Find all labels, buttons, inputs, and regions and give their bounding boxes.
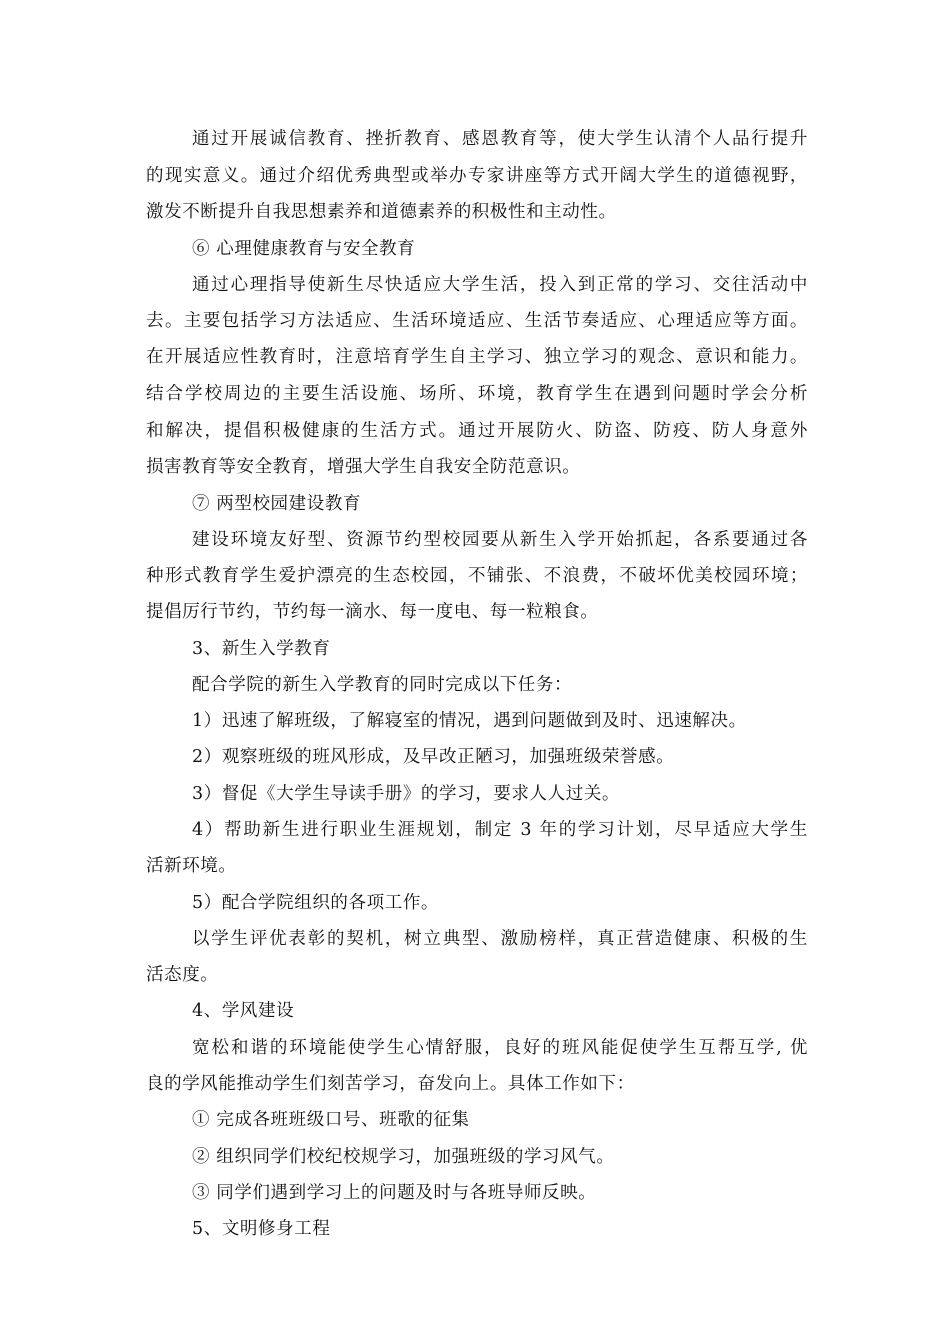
list-item: 4）帮助新生进行职业生涯规划，制定 3 年的学习计划，尽早适应大学生: [192, 820, 808, 840]
paragraph-line: 在开展适应性教育时，注意培育学生自主学习、独立学习的观念、意识和能力。: [146, 347, 808, 367]
list-item: ② 组织同学们校纪校规学习，加强班级的学习风气。: [192, 1147, 615, 1167]
paragraph-line: 结合学校周边的主要生活设施、场所、环境，教育学生在遇到问题时学会分析: [146, 384, 808, 404]
list-item: 1）迅速了解班级，了解寝室的情况，遇到问题做到及时、迅速解决。: [192, 711, 747, 731]
paragraph-line: 建设环境友好型、资源节约型校园要从新生入学开始抓起，各系要通过各: [192, 530, 808, 550]
paragraph-line: 损害教育等安全教育，增强大学生自我安全防范意识。: [146, 457, 581, 477]
paragraph-line: 和解决，提倡积极健康的生活方式。通过开展防火、防盗、防疫、防人身意外: [146, 421, 808, 441]
paragraph-line: 良的学风能推动学生们刻苦学习，奋发向上。具体工作如下：: [146, 1074, 635, 1094]
section-heading: 5、文明修身工程: [192, 1219, 331, 1239]
list-item: ③ 同学们遇到学习上的问题及时与各班导师反映。: [192, 1183, 597, 1203]
list-item: 2）观察班级的班风形成，及早改正陋习，加强班级荣誉感。: [192, 747, 675, 767]
section-heading: ⑦ 两型校园建设教育: [192, 494, 362, 514]
paragraph-line: 的现实意义。通过介绍优秀典型或举办专家讲座等方式开阔大学生的道德视野，: [146, 166, 808, 186]
paragraph-line: 活态度。: [146, 965, 219, 985]
section-heading: ⑥ 心理健康教育与安全教育: [192, 239, 416, 259]
paragraph-line: 活新环境。: [146, 856, 237, 876]
section-heading: 4、学风建设: [192, 1001, 295, 1021]
list-item: ① 完成各班班级口号、班歌的征集: [192, 1110, 470, 1130]
paragraph-line: 提倡厉行节约，节约每一滴水、每一度电、每一粒粮食。: [146, 602, 599, 622]
paragraph-line: 宽松和谐的环境能使学生心情舒服，良好的班风能促使学生互帮互学, 优: [192, 1038, 808, 1058]
list-item: 5）配合学院组织的各项工作。: [192, 893, 440, 913]
paragraph-line: 以学生评优表彰的契机，树立典型、激励榜样，真正营造健康、积极的生: [192, 929, 808, 949]
paragraph-line: 通过心理指导使新生尽快适应大学生活，投入到正常的学习、交往活动中: [192, 275, 808, 295]
list-item: 3）督促《大学生导读手册》的学习，要求人人过关。: [192, 784, 621, 804]
section-heading: 3、新生入学教育: [192, 639, 331, 659]
paragraph-line: 配合学院的新生入学教育的同时完成以下任务：: [192, 675, 573, 695]
paragraph-line: 激发不断提升自我思想素养和道德素养的积极性和主动性。: [146, 202, 617, 222]
paragraph-line: 种形式教育学生爱护漂亮的生态校园，不铺张、不浪费，不破坏优美校园环境；: [146, 566, 808, 586]
paragraph-line: 去。主要包括学习方法适应、生活环境适应、生活节奏适应、心理适应等方面。: [146, 311, 808, 331]
paragraph-line: 通过开展诚信教育、挫折教育、感恩教育等，使大学生认清个人品行提升: [192, 129, 808, 149]
